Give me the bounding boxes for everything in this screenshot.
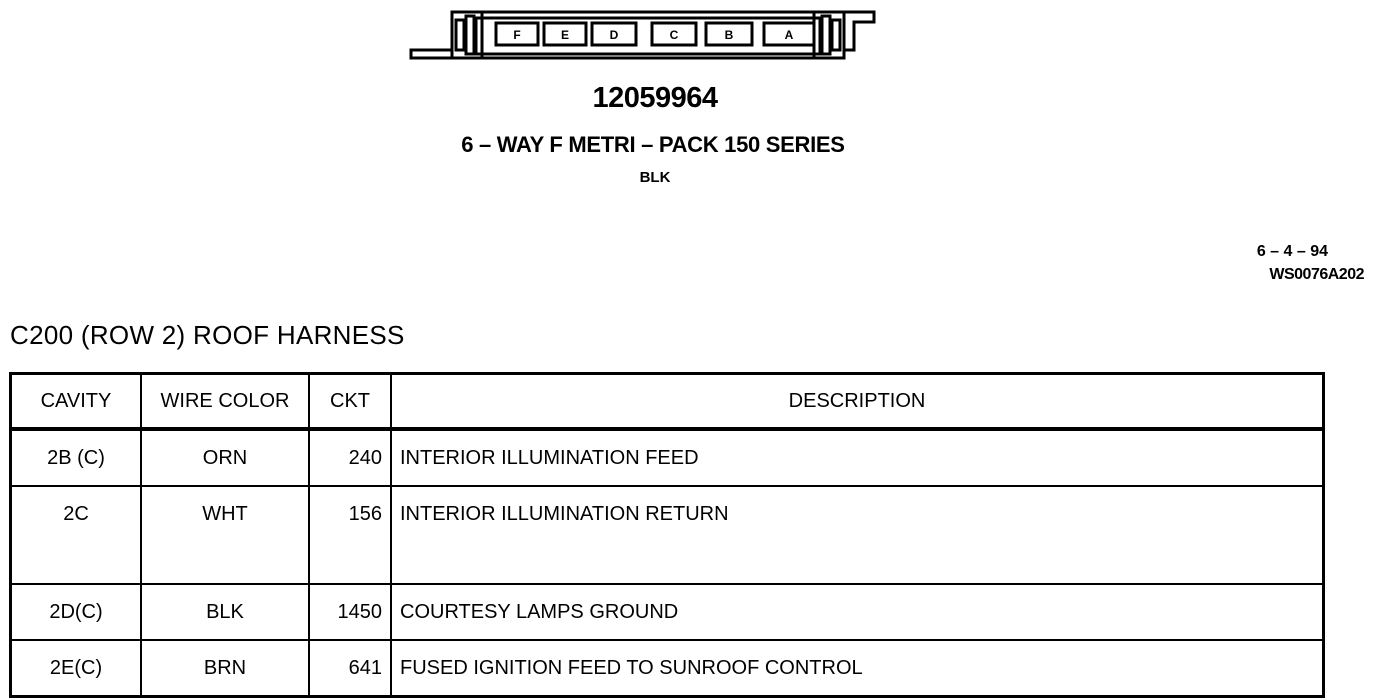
cell-cavity: 2D(C) (11, 584, 142, 640)
pin-label-b: B (724, 28, 734, 42)
cell-wire-color: WHT (141, 486, 309, 584)
cell-description: FUSED IGNITION FEED TO SUNROOF CONTROL (391, 640, 1324, 697)
column-header-ckt: CKT (309, 374, 391, 430)
column-header-wire-color: WIRE COLOR (141, 374, 309, 430)
cell-wire-color: BRN (141, 640, 309, 697)
cell-wire-color: BLK (141, 584, 309, 640)
reference-date: 6 – 4 – 94 (1256, 243, 1328, 260)
table-header-row (11, 374, 1324, 430)
reference-code: WS0076A202 (1269, 266, 1364, 283)
connector-title: 6 – WAY F METRI – PACK 150 SERIES (461, 132, 845, 157)
part-number: 12059964 (592, 82, 718, 114)
cell-description: INTERIOR ILLUMINATION FEED (391, 429, 1324, 486)
harness-title: C200 (ROW 2) ROOF HARNESS (10, 320, 405, 350)
cell-description: COURTESY LAMPS GROUND (391, 584, 1324, 640)
connector-diagram (408, 4, 878, 68)
cavity-table (9, 372, 1325, 698)
cell-ckt: 156 (309, 486, 391, 584)
pin-label-e: E (560, 28, 570, 42)
cell-ckt: 1450 (309, 584, 391, 640)
table-row (11, 486, 1324, 584)
pin-label-d: D (609, 28, 619, 42)
cell-cavity: 2C (11, 486, 142, 584)
column-header-cavity: CAVITY (11, 374, 142, 430)
table-row (11, 584, 1324, 640)
table-row (11, 640, 1324, 697)
cell-ckt: 240 (309, 429, 391, 486)
pin-label-c: C (669, 28, 679, 42)
cell-cavity: 2E(C) (11, 640, 142, 697)
cell-description: INTERIOR ILLUMINATION RETURN (391, 486, 1324, 584)
column-header-description: DESCRIPTION (391, 374, 1324, 430)
cell-ckt: 641 (309, 640, 391, 697)
cell-wire-color: ORN (141, 429, 309, 486)
table-row (11, 429, 1324, 486)
pin-label-a: A (784, 28, 794, 42)
pin-label-f: F (513, 28, 521, 42)
cell-cavity: 2B (C) (11, 429, 142, 486)
connector-color: BLK (639, 169, 671, 186)
